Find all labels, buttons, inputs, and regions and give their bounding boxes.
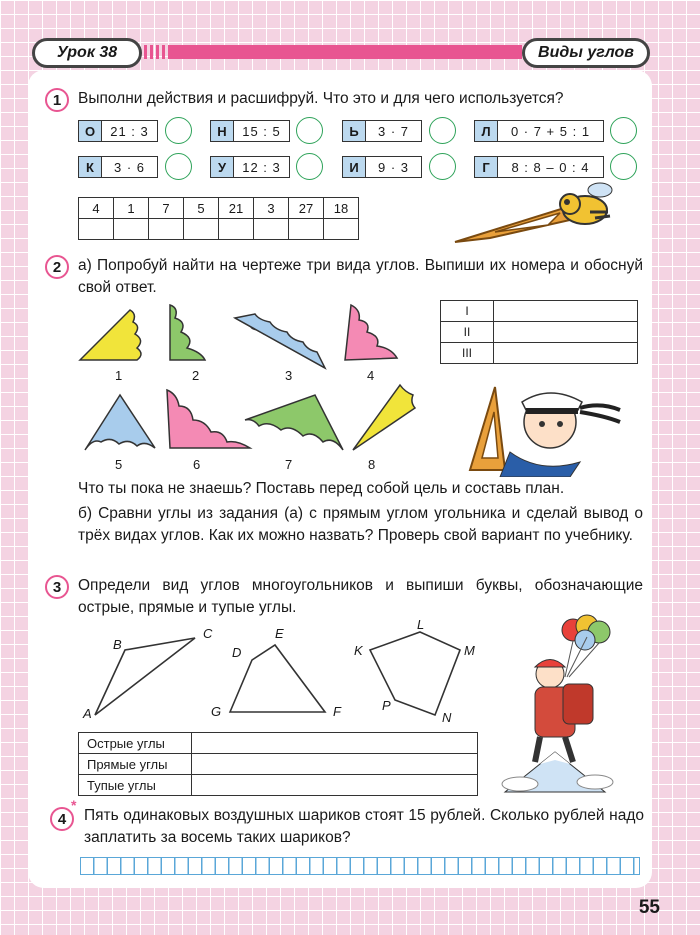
cipher-cell: И 9 · 3 xyxy=(342,156,422,178)
decode-table xyxy=(78,197,359,240)
task4-number: 4 xyxy=(50,807,74,831)
shape-5 xyxy=(85,395,155,450)
decode-numbers-row: 4 1 7 5 21 3 27 18 xyxy=(79,198,359,219)
shape-3b xyxy=(235,314,325,368)
polygons xyxy=(80,620,490,725)
answer-circle[interactable] xyxy=(610,117,637,144)
lesson-label: Урок 38 xyxy=(32,38,142,68)
cipher-cell: Ь 3 · 7 xyxy=(342,120,422,142)
header-stripes xyxy=(144,45,170,59)
cipher-cell: Н 15 : 5 xyxy=(210,120,290,142)
task2-text-a: а) Попробуй найти на чертеже три вида углов. Выпиши их номера и обоснуй свой ответ. xyxy=(78,257,643,296)
row-right: Прямые углы xyxy=(79,754,192,775)
header-bar xyxy=(170,45,522,59)
shape-label: 5 xyxy=(115,457,123,472)
task4-text: Пять одинаковых воздушных шариков стоят 15 рублей. Сколько рублей надо заплатить за восемь таких шариков? xyxy=(84,807,644,846)
cipher-cell: Г 8 : 8 – 0 : 4 xyxy=(474,156,604,178)
task2-number: 2 xyxy=(45,255,69,279)
climber-illustration xyxy=(495,612,625,797)
cipher-cell: К 3 · 6 xyxy=(78,156,158,178)
shape-label: 4 xyxy=(367,368,375,383)
quad-degf xyxy=(230,645,325,712)
task3-text: Определи вид углов многоугольников и выпиши буквы, обозначающие острые, прямые и тупые углы. xyxy=(78,577,643,616)
answer-circle[interactable] xyxy=(296,117,323,144)
task3-number: 3 xyxy=(45,575,69,599)
shape-label: 3 xyxy=(285,368,293,383)
answer-circle[interactable] xyxy=(296,153,323,180)
task2-question: Что ты пока не знаешь? Поставь перед собой цель и составь план. xyxy=(78,480,565,497)
task1-text: Выполни действия и расшифруй. Что это и для чего используется? xyxy=(78,90,564,107)
answer-cells-row[interactable] xyxy=(80,857,640,875)
roman-table: I II III xyxy=(440,300,638,364)
cipher-cell: Л 0 · 7 + 5 : 1 xyxy=(474,120,604,142)
angle-types-table xyxy=(78,732,478,796)
shape-label: 1 xyxy=(115,368,123,383)
task4-star: * xyxy=(71,797,77,813)
shape-6 xyxy=(167,390,250,448)
task2-text-b: б) Сравни углы из задания (а) с прямым углом угольника и сделай вывод о трёх видах углов. Как их можно назвать? Проверь свой вариант по учебнику. xyxy=(78,505,643,544)
answer-circle[interactable] xyxy=(165,117,192,144)
decode-answer-row[interactable] xyxy=(79,219,359,240)
shape-label: 8 xyxy=(368,457,376,472)
triangle-abc xyxy=(95,638,195,715)
shape-4 xyxy=(345,305,397,360)
shape-1 xyxy=(80,310,141,360)
shape-8 xyxy=(353,385,415,450)
cipher-cell: У 12 : 3 xyxy=(210,156,290,178)
shape-label: 2 xyxy=(192,368,200,383)
shape-7 xyxy=(245,395,343,450)
sailor-illustration xyxy=(460,382,630,477)
answer-circle[interactable] xyxy=(165,153,192,180)
answer-circle[interactable] xyxy=(610,153,637,180)
shape-label: 7 xyxy=(285,457,293,472)
topic-label: Виды углов xyxy=(522,38,650,68)
shape-label: 6 xyxy=(193,457,201,472)
task1-number: 1 xyxy=(45,88,69,112)
answer-circle[interactable] xyxy=(429,153,456,180)
page-number: 55 xyxy=(638,897,660,918)
shape-2 xyxy=(170,305,205,360)
cipher-cell: О 21 : 3 xyxy=(78,120,158,142)
row-obtuse: Тупые углы xyxy=(79,775,192,796)
row-acute: Острые углы xyxy=(79,733,192,754)
answer-circle[interactable] xyxy=(429,117,456,144)
bee-triangle-illustration xyxy=(450,180,640,250)
